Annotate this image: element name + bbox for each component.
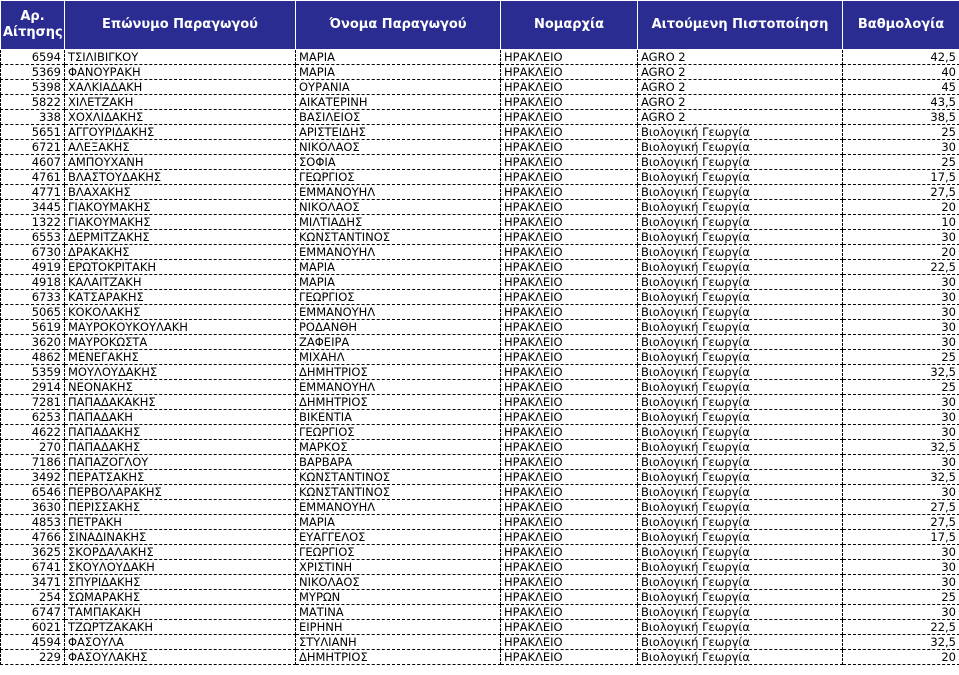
table-row: [1, 245, 959, 260]
table-row: [1, 65, 959, 80]
score-cell: 32,5: [843, 635, 959, 650]
surname-cell: ΦΑΣΟΥΛΑ: [65, 635, 296, 650]
surname-cell: ΔΡΑΚΑΚΗΣ: [65, 245, 296, 260]
score-cell: 30: [843, 410, 959, 425]
first-name-cell: ΑΙΚΑΤΕΡΙΝΗ: [296, 95, 501, 110]
prefecture-cell: ΗΡΑΚΛΕΙΟ: [501, 110, 638, 125]
certification-cell: Βιολογική Γεωργία: [638, 290, 843, 305]
score-cell: 42,5: [843, 50, 959, 65]
table-row: [1, 80, 959, 95]
prefecture-cell: ΗΡΑΚΛΕΙΟ: [501, 470, 638, 485]
table-row: [1, 575, 959, 590]
surname-cell: ΧΙΛΕΤΖΑΚΗ: [65, 95, 296, 110]
score-cell: 30: [843, 230, 959, 245]
application-number-cell: 3492: [1, 470, 65, 485]
surname-cell: ΦΑΣΟΥΛΑΚΗΣ: [65, 650, 296, 665]
certification-cell: Βιολογική Γεωργία: [638, 605, 843, 620]
surname-cell: ΠΑΠΑΖΟΓΛΟΥ: [65, 455, 296, 470]
prefecture-cell: ΗΡΑΚΛΕΙΟ: [501, 290, 638, 305]
first-name-cell: ΚΩΝΣΤΑΝΤΙΝΟΣ: [296, 230, 501, 245]
first-name-cell: ΝΙΚΟΛΑΟΣ: [296, 200, 501, 215]
certification-cell: Βιολογική Γεωργία: [638, 620, 843, 635]
surname-cell: ΤΖΩΡΤΖΑΚΑΚΗ: [65, 620, 296, 635]
table-row: [1, 635, 959, 650]
table-row: [1, 320, 959, 335]
surname-cell: ΠΑΠΑΔΑΚΑΚΗΣ: [65, 395, 296, 410]
prefecture-cell: ΗΡΑΚΛΕΙΟ: [501, 140, 638, 155]
score-cell: 22,5: [843, 260, 959, 275]
surname-cell: ΒΛΑΣΤΟΥΔΑΚΗΣ: [65, 170, 296, 185]
first-name-cell: ΕΥΑΓΓΕΛΟΣ: [296, 530, 501, 545]
surname-cell: ΠΑΠΑΔΑΚΗ: [65, 410, 296, 425]
table-row: [1, 260, 959, 275]
table-row: [1, 200, 959, 215]
table-row: [1, 155, 959, 170]
application-number-cell: 3471: [1, 575, 65, 590]
surname-cell: ΧΟΧΛΙΔΑΚΗΣ: [65, 110, 296, 125]
certification-cell: AGRO 2: [638, 65, 843, 80]
surname-cell: ΠΕΡΒΟΛΑΡΑΚΗΣ: [65, 485, 296, 500]
prefecture-cell: ΗΡΑΚΛΕΙΟ: [501, 650, 638, 665]
prefecture-cell: ΗΡΑΚΛΕΙΟ: [501, 185, 638, 200]
application-number-cell: 4607: [1, 155, 65, 170]
application-number-cell: 6021: [1, 620, 65, 635]
application-number-cell: 4622: [1, 425, 65, 440]
application-number-cell: 6747: [1, 605, 65, 620]
header-application-number: Αρ. Αίτησης: [1, 1, 65, 50]
prefecture-cell: ΗΡΑΚΛΕΙΟ: [501, 335, 638, 350]
application-number-cell: 338: [1, 110, 65, 125]
certification-cell: AGRO 2: [638, 50, 843, 65]
application-number-cell: 3620: [1, 335, 65, 350]
certification-cell: Βιολογική Γεωργία: [638, 425, 843, 440]
first-name-cell: ΜΑΡΙΑ: [296, 260, 501, 275]
application-number-cell: 6553: [1, 230, 65, 245]
prefecture-cell: ΗΡΑΚΛΕΙΟ: [501, 365, 638, 380]
score-cell: 30: [843, 275, 959, 290]
certification-cell: Βιολογική Γεωργία: [638, 395, 843, 410]
first-name-cell: ΕΜΜΑΝΟΥΗΛ: [296, 305, 501, 320]
application-number-cell: 6546: [1, 485, 65, 500]
certification-cell: Βιολογική Γεωργία: [638, 215, 843, 230]
application-number-cell: 6741: [1, 560, 65, 575]
certification-cell: Βιολογική Γεωργία: [638, 260, 843, 275]
first-name-cell: ΒΑΣΙΛΕΙΟΣ: [296, 110, 501, 125]
score-cell: 17,5: [843, 170, 959, 185]
table-row: [1, 395, 959, 410]
certification-cell: Βιολογική Γεωργία: [638, 350, 843, 365]
surname-cell: ΤΑΜΠΑΚΑΚΗ: [65, 605, 296, 620]
table-row: [1, 560, 959, 575]
first-name-cell: ΜΑΡΚΟΣ: [296, 440, 501, 455]
surname-cell: ΜΕΝΕΓΑΚΗΣ: [65, 350, 296, 365]
first-name-cell: ΜΑΡΙΑ: [296, 65, 501, 80]
prefecture-cell: ΗΡΑΚΛΕΙΟ: [501, 230, 638, 245]
table-row: [1, 140, 959, 155]
certification-cell: Βιολογική Γεωργία: [638, 200, 843, 215]
certification-cell: Βιολογική Γεωργία: [638, 455, 843, 470]
table-row: [1, 515, 959, 530]
surname-cell: ΠΑΠΑΔΑΚΗΣ: [65, 425, 296, 440]
certification-cell: Βιολογική Γεωργία: [638, 275, 843, 290]
surname-cell: ΠΕΡΙΣΣΑΚΗΣ: [65, 500, 296, 515]
table-row: [1, 350, 959, 365]
table-row: [1, 605, 959, 620]
certification-cell: Βιολογική Γεωργία: [638, 560, 843, 575]
score-cell: 30: [843, 290, 959, 305]
certification-cell: Βιολογική Γεωργία: [638, 410, 843, 425]
prefecture-cell: ΗΡΑΚΛΕΙΟ: [501, 575, 638, 590]
first-name-cell: ΕΜΜΑΝΟΥΗΛ: [296, 380, 501, 395]
score-cell: 25: [843, 380, 959, 395]
surname-cell: ΣΩΜΑΡΑΚΗΣ: [65, 590, 296, 605]
prefecture-cell: ΗΡΑΚΛΕΙΟ: [501, 275, 638, 290]
score-cell: 27,5: [843, 500, 959, 515]
first-name-cell: ΓΕΩΡΓΙΟΣ: [296, 290, 501, 305]
first-name-cell: ΖΑΦΕΙΡΑ: [296, 335, 501, 350]
application-number-cell: 4594: [1, 635, 65, 650]
score-cell: 10: [843, 215, 959, 230]
prefecture-cell: ΗΡΑΚΛΕΙΟ: [501, 80, 638, 95]
first-name-cell: ΕΙΡΗΝΗ: [296, 620, 501, 635]
table-row: [1, 590, 959, 605]
prefecture-cell: ΗΡΑΚΛΕΙΟ: [501, 530, 638, 545]
application-number-cell: 6594: [1, 50, 65, 65]
application-number-cell: 4862: [1, 350, 65, 365]
certification-cell: Βιολογική Γεωργία: [638, 650, 843, 665]
first-name-cell: ΔΗΜΗΤΡΙΟΣ: [296, 365, 501, 380]
score-cell: 25: [843, 590, 959, 605]
application-number-cell: 5651: [1, 125, 65, 140]
score-cell: 30: [843, 545, 959, 560]
certification-cell: Βιολογική Γεωργία: [638, 470, 843, 485]
table-row: [1, 380, 959, 395]
surname-cell: ΦΑΝΟΥΡΑΚΗ: [65, 65, 296, 80]
application-number-cell: 4853: [1, 515, 65, 530]
score-cell: 20: [843, 650, 959, 665]
score-cell: 25: [843, 155, 959, 170]
application-number-cell: 7281: [1, 395, 65, 410]
first-name-cell: ΔΗΜΗΤΡΙΟΣ: [296, 650, 501, 665]
application-number-cell: 270: [1, 440, 65, 455]
certification-cell: Βιολογική Γεωργία: [638, 170, 843, 185]
table-row: [1, 185, 959, 200]
application-number-cell: 6721: [1, 140, 65, 155]
certification-cell: Βιολογική Γεωργία: [638, 515, 843, 530]
first-name-cell: ΑΡΙΣΤΕΙΔΗΣ: [296, 125, 501, 140]
score-cell: 30: [843, 605, 959, 620]
score-cell: 30: [843, 560, 959, 575]
first-name-cell: ΜΑΤΙΝΑ: [296, 605, 501, 620]
first-name-cell: ΧΡΙΣΤΙΝΗ: [296, 560, 501, 575]
score-cell: 25: [843, 125, 959, 140]
certification-cell: Βιολογική Γεωργία: [638, 335, 843, 350]
table-row: [1, 500, 959, 515]
prefecture-cell: ΗΡΑΚΛΕΙΟ: [501, 245, 638, 260]
first-name-cell: ΜΑΡΙΑ: [296, 275, 501, 290]
application-number-cell: 6253: [1, 410, 65, 425]
score-cell: 32,5: [843, 470, 959, 485]
application-number-cell: 4771: [1, 185, 65, 200]
prefecture-cell: ΗΡΑΚΛΕΙΟ: [501, 620, 638, 635]
table-row: [1, 530, 959, 545]
application-number-cell: 6730: [1, 245, 65, 260]
first-name-cell: ΜΑΡΙΑ: [296, 50, 501, 65]
application-number-cell: 1322: [1, 215, 65, 230]
table-row: [1, 470, 959, 485]
header-row: [1, 1, 959, 50]
table-row: [1, 455, 959, 470]
prefecture-cell: ΗΡΑΚΛΕΙΟ: [501, 350, 638, 365]
table-row: [1, 215, 959, 230]
prefecture-cell: ΗΡΑΚΛΕΙΟ: [501, 455, 638, 470]
application-number-cell: 4761: [1, 170, 65, 185]
table-row: [1, 275, 959, 290]
first-name-cell: ΟΥΡΑΝΙΑ: [296, 80, 501, 95]
prefecture-cell: ΗΡΑΚΛΕΙΟ: [501, 440, 638, 455]
prefecture-cell: ΗΡΑΚΛΕΙΟ: [501, 305, 638, 320]
prefecture-cell: ΗΡΑΚΛΕΙΟ: [501, 200, 638, 215]
prefecture-cell: ΗΡΑΚΛΕΙΟ: [501, 50, 638, 65]
application-number-cell: 4766: [1, 530, 65, 545]
application-number-cell: 3625: [1, 545, 65, 560]
score-cell: 30: [843, 320, 959, 335]
surname-cell: ΓΙΑΚΟΥΜΑΚΗΣ: [65, 215, 296, 230]
application-number-cell: 254: [1, 590, 65, 605]
prefecture-cell: ΗΡΑΚΛΕΙΟ: [501, 410, 638, 425]
score-cell: 30: [843, 485, 959, 500]
first-name-cell: ΚΩΝΣΤΑΝΤΙΝΟΣ: [296, 485, 501, 500]
surname-cell: ΣΙΝΑΔΙΝΑΚΗΣ: [65, 530, 296, 545]
score-cell: 20: [843, 245, 959, 260]
prefecture-cell: ΗΡΑΚΛΕΙΟ: [501, 65, 638, 80]
first-name-cell: ΒΙΚΕΝΤΙΑ: [296, 410, 501, 425]
score-cell: 30: [843, 575, 959, 590]
table-row: [1, 545, 959, 560]
score-cell: 30: [843, 425, 959, 440]
first-name-cell: ΡΟΔΑΝΘΗ: [296, 320, 501, 335]
header-producer-surname: Επώνυμο Παραγωγού: [65, 1, 296, 50]
certification-cell: Βιολογική Γεωργία: [638, 305, 843, 320]
table-row: [1, 485, 959, 500]
first-name-cell: ΣΟΦΙΑ: [296, 155, 501, 170]
surname-cell: ΠΕΡΑΤΣΑΚΗΣ: [65, 470, 296, 485]
first-name-cell: ΜΙΛΤΙΑΔΗΣ: [296, 215, 501, 230]
score-cell: 25: [843, 350, 959, 365]
application-number-cell: 5398: [1, 80, 65, 95]
certification-cell: Βιολογική Γεωργία: [638, 590, 843, 605]
first-name-cell: ΓΕΩΡΓΙΟΣ: [296, 425, 501, 440]
prefecture-cell: ΗΡΑΚΛΕΙΟ: [501, 95, 638, 110]
surname-cell: ΚΑΤΣΑΡΑΚΗΣ: [65, 290, 296, 305]
score-cell: 45: [843, 80, 959, 95]
certification-cell: Βιολογική Γεωργία: [638, 245, 843, 260]
certification-cell: AGRO 2: [638, 95, 843, 110]
certification-cell: Βιολογική Γεωργία: [638, 125, 843, 140]
first-name-cell: ΕΜΜΑΝΟΥΗΛ: [296, 185, 501, 200]
header-requested-certification: Αιτούμενη Πιστοποίηση: [638, 1, 843, 50]
table-row: [1, 170, 959, 185]
prefecture-cell: ΗΡΑΚΛΕΙΟ: [501, 500, 638, 515]
prefecture-cell: ΗΡΑΚΛΕΙΟ: [501, 485, 638, 500]
table-row: [1, 305, 959, 320]
score-cell: 40: [843, 65, 959, 80]
surname-cell: ΑΓΓΟΥΡΙΔΑΚΗΣ: [65, 125, 296, 140]
surname-cell: ΣΚΟΥΛΟΥΔΑΚΗ: [65, 560, 296, 575]
application-number-cell: 3630: [1, 500, 65, 515]
table-row: [1, 230, 959, 245]
table-row: [1, 335, 959, 350]
surname-cell: ΣΚΟΡΔΑΛΑΚΗΣ: [65, 545, 296, 560]
first-name-cell: ΓΕΩΡΓΙΟΣ: [296, 545, 501, 560]
header-producer-name: Όνομα Παραγωγού: [296, 1, 501, 50]
score-cell: 32,5: [843, 440, 959, 455]
certification-cell: Βιολογική Γεωργία: [638, 500, 843, 515]
prefecture-cell: ΗΡΑΚΛΕΙΟ: [501, 635, 638, 650]
header-prefecture: Νομαρχία: [501, 1, 638, 50]
certification-cell: Βιολογική Γεωργία: [638, 545, 843, 560]
application-number-cell: 2914: [1, 380, 65, 395]
application-number-cell: 5369: [1, 65, 65, 80]
surname-cell: ΜΟΥΛΟΥΔΑΚΗΣ: [65, 365, 296, 380]
surname-cell: ΕΡΩΤΟΚΡΙΤΑΚΗ: [65, 260, 296, 275]
surname-cell: ΒΛΑΧΑΚΗΣ: [65, 185, 296, 200]
table-row: [1, 125, 959, 140]
certification-cell: Βιολογική Γεωργία: [638, 185, 843, 200]
prefecture-cell: ΗΡΑΚΛΕΙΟ: [501, 260, 638, 275]
table-row: [1, 95, 959, 110]
first-name-cell: ΝΙΚΟΛΑΟΣ: [296, 140, 501, 155]
application-number-cell: 3445: [1, 200, 65, 215]
table-row: [1, 290, 959, 305]
application-number-cell: 229: [1, 650, 65, 665]
table-row: [1, 110, 959, 125]
score-cell: 30: [843, 455, 959, 470]
first-name-cell: ΜΑΡΙΑ: [296, 515, 501, 530]
first-name-cell: ΝΙΚΟΛΑΟΣ: [296, 575, 501, 590]
application-number-cell: 5359: [1, 365, 65, 380]
score-cell: 38,5: [843, 110, 959, 125]
certification-cell: Βιολογική Γεωργία: [638, 320, 843, 335]
certification-cell: AGRO 2: [638, 110, 843, 125]
prefecture-cell: ΗΡΑΚΛΕΙΟ: [501, 215, 638, 230]
prefecture-cell: ΗΡΑΚΛΕΙΟ: [501, 590, 638, 605]
table-row: [1, 650, 959, 665]
table-row: [1, 440, 959, 455]
table-row: [1, 620, 959, 635]
first-name-cell: ΣΤΥΛΙΑΝΗ: [296, 635, 501, 650]
score-cell: 30: [843, 395, 959, 410]
first-name-cell: ΕΜΜΑΝΟΥΗΛ: [296, 245, 501, 260]
surname-cell: ΑΛΕΞΑΚΗΣ: [65, 140, 296, 155]
application-number-cell: 5065: [1, 305, 65, 320]
first-name-cell: ΜΥΡΩΝ: [296, 590, 501, 605]
surname-cell: ΑΜΠΟΥΧΑΝΗ: [65, 155, 296, 170]
certification-cell: Βιολογική Γεωργία: [638, 380, 843, 395]
certification-cell: Βιολογική Γεωργία: [638, 440, 843, 455]
surname-cell: ΧΑΛΚΙΑΔΑΚΗ: [65, 80, 296, 95]
certification-cell: Βιολογική Γεωργία: [638, 635, 843, 650]
first-name-cell: ΓΕΩΡΓΙΟΣ: [296, 170, 501, 185]
prefecture-cell: ΗΡΑΚΛΕΙΟ: [501, 320, 638, 335]
table-row: [1, 365, 959, 380]
application-number-cell: 6733: [1, 290, 65, 305]
surname-cell: ΔΕΡΜΙΤΖΑΚΗΣ: [65, 230, 296, 245]
certification-cell: Βιολογική Γεωργία: [638, 365, 843, 380]
surname-cell: ΜΑΥΡΟΚΩΣΤΑ: [65, 335, 296, 350]
first-name-cell: ΕΜΜΑΝΟΥΗΛ: [296, 500, 501, 515]
application-number-cell: 4918: [1, 275, 65, 290]
prefecture-cell: ΗΡΑΚΛΕΙΟ: [501, 395, 638, 410]
score-cell: 22,5: [843, 620, 959, 635]
surname-cell: ΠΕΤΡΑΚΗ: [65, 515, 296, 530]
certification-cell: Βιολογική Γεωργία: [638, 530, 843, 545]
prefecture-cell: ΗΡΑΚΛΕΙΟ: [501, 380, 638, 395]
prefecture-cell: ΗΡΑΚΛΕΙΟ: [501, 515, 638, 530]
surname-cell: ΤΣΙΛΙΒΙΓΚΟΥ: [65, 50, 296, 65]
score-cell: 30: [843, 335, 959, 350]
application-number-cell: 4919: [1, 260, 65, 275]
score-cell: 30: [843, 140, 959, 155]
certification-cell: Βιολογική Γεωργία: [638, 575, 843, 590]
table-row: [1, 50, 959, 65]
certification-cell: AGRO 2: [638, 80, 843, 95]
application-number-cell: 7186: [1, 455, 65, 470]
prefecture-cell: ΗΡΑΚΛΕΙΟ: [501, 605, 638, 620]
surname-cell: ΚΟΚΟΛΑΚΗΣ: [65, 305, 296, 320]
prefecture-cell: ΗΡΑΚΛΕΙΟ: [501, 560, 638, 575]
first-name-cell: ΒΑΡΒΑΡΑ: [296, 455, 501, 470]
score-cell: 27,5: [843, 515, 959, 530]
score-cell: 30: [843, 305, 959, 320]
first-name-cell: ΚΩΝΣΤΑΝΤΙΝΟΣ: [296, 470, 501, 485]
prefecture-cell: ΗΡΑΚΛΕΙΟ: [501, 170, 638, 185]
surname-cell: ΓΙΑΚΟΥΜΑΚΗΣ: [65, 200, 296, 215]
prefecture-cell: ΗΡΑΚΛΕΙΟ: [501, 125, 638, 140]
prefecture-cell: ΗΡΑΚΛΕΙΟ: [501, 545, 638, 560]
surname-cell: ΜΑΥΡΟΚΟΥΚΟΥΛΑΚΗ: [65, 320, 296, 335]
score-cell: 17,5: [843, 530, 959, 545]
header-score: Βαθμολογία: [843, 1, 959, 50]
score-cell: 27,5: [843, 185, 959, 200]
application-number-cell: 5619: [1, 320, 65, 335]
application-number-cell: 5822: [1, 95, 65, 110]
prefecture-cell: ΗΡΑΚΛΕΙΟ: [501, 425, 638, 440]
certification-cell: Βιολογική Γεωργία: [638, 155, 843, 170]
certification-cell: Βιολογική Γεωργία: [638, 485, 843, 500]
certification-cell: Βιολογική Γεωργία: [638, 140, 843, 155]
first-name-cell: ΜΙΧΑΗΛ: [296, 350, 501, 365]
surname-cell: ΝΕΟΝΑΚΗΣ: [65, 380, 296, 395]
table-body: [1, 50, 959, 665]
table-row: [1, 425, 959, 440]
surname-cell: ΠΑΠΑΔΑΚΗΣ: [65, 440, 296, 455]
surname-cell: ΚΑΛΑΙΤΖΑΚΗ: [65, 275, 296, 290]
score-cell: 43,5: [843, 95, 959, 110]
surname-cell: ΣΠΥΡΙΔΑΚΗΣ: [65, 575, 296, 590]
certification-cell: Βιολογική Γεωργία: [638, 230, 843, 245]
first-name-cell: ΔΗΜΗΤΡΙΟΣ: [296, 395, 501, 410]
score-cell: 20: [843, 200, 959, 215]
score-cell: 32,5: [843, 365, 959, 380]
table-row: [1, 410, 959, 425]
prefecture-cell: ΗΡΑΚΛΕΙΟ: [501, 155, 638, 170]
